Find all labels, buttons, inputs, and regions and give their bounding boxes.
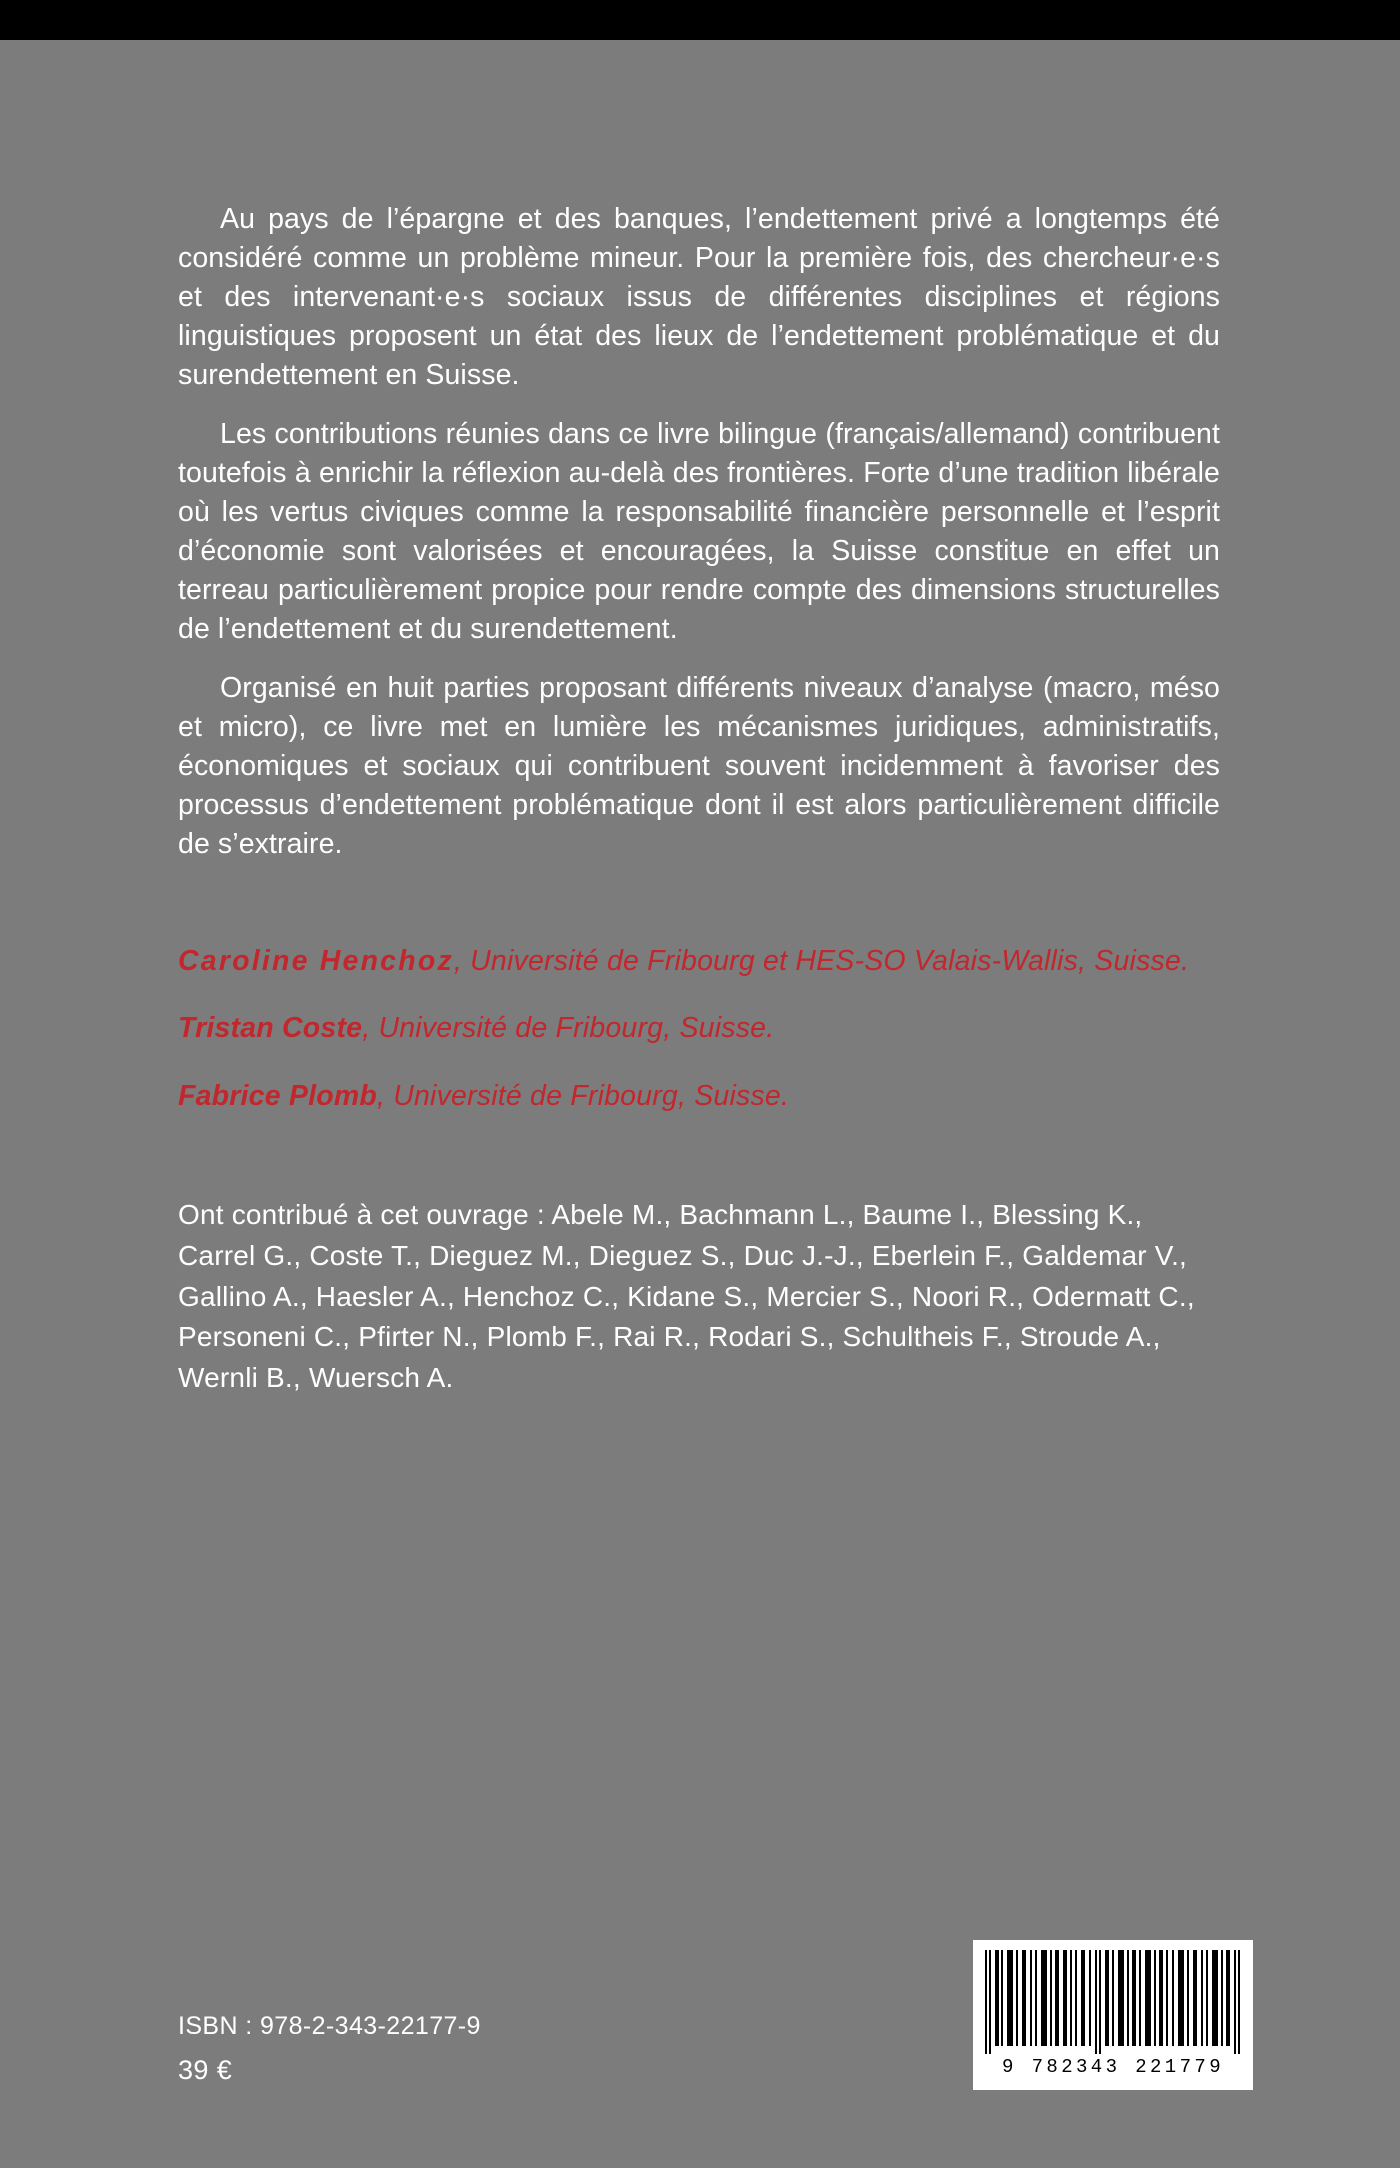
editor-entry-1 [178, 943, 1220, 981]
barcode [973, 1940, 1253, 2090]
barcode-digits: 9 782343 221779 [1001, 2056, 1225, 2078]
editor-name-3: Fabrice Plomb [178, 1079, 377, 1112]
back-cover-content [178, 200, 1220, 1398]
blurb-paragraph-2: Les contributions réunies dans ce livre bilingue (français/allemand) contribuent toutefois à enrichir la réflexion au-delà des frontières. Forte d’une tradition libérale où les vertus civiques comme la responsabilité financière personnelle et l’esprit d’économie sont valorisées et encouragées, la Suisse constitue en effet un terreau particulièrement propice pour rendre compte des dimensions structurelles de l’endettement et du surendettement. [178, 418, 1220, 646]
editor-affiliation-3: , Université de Fribourg, Suisse. [376, 1079, 790, 1112]
editors-list [178, 943, 1220, 1116]
contributors-paragraph: Ont contribué à cet ouvrage : Abele M., Bachmann L., Baume I., Blessing K., Carrel G., Coste T., Dieguez M., Dieguez S., Duc J.-J., Eberlein F., Galdemar V., Gallino A., Haesler A., Henchoz C., Kidane S., Mercier S., Noori R., Odermatt C., Personeni C., Pfirter N., Plomb F., Rai R., Rodari S., Schultheis F., Stroude A., Wernli B., Wuersch A. [178, 1199, 1195, 1393]
price-text: 39 € [178, 2055, 233, 2085]
blurb-paragraph-1: Au pays de l’épargne et des banques, l’endettement privé a longtemps été considéré comme un problème mineur. Pour la première fois, des chercheur·e·s et des intervenant·e·s sociaux issus de différentes disciplines et régions linguistiques proposent un état des lieux de l’endettement problématique et du surendettement en Suisse. [178, 203, 1220, 392]
editor-name-1: Caroline Henchoz [178, 944, 454, 977]
editor-name-2: Tristan Coste [178, 1012, 363, 1045]
footer-block [178, 2012, 878, 2086]
barcode-bars-icon [985, 1950, 1241, 2054]
editor-affiliation-2: , Université de Fribourg, Suisse. [362, 1012, 775, 1045]
top-black-bar [0, 0, 1400, 40]
blurb-paragraph-3: Organisé en huit parties proposant différents niveaux d’analyse (macro, méso et micro), ce livre met en lumière les mécanismes juridiques, administratifs, économiques et sociaux qui contribuent souvent incidemment à favoriser des processus d’endettement problématique dont il est alors particulièrement difficile de s’extraire. [178, 672, 1220, 861]
editor-affiliation-1: , Université de Fribourg et HES-SO Valais-Wallis, Suisse. [453, 944, 1190, 977]
editor-entry-3 [178, 1078, 1220, 1116]
isbn-text: ISBN : 978-2-343-22177-9 [178, 2012, 481, 2040]
editor-entry-2 [178, 1010, 1220, 1048]
